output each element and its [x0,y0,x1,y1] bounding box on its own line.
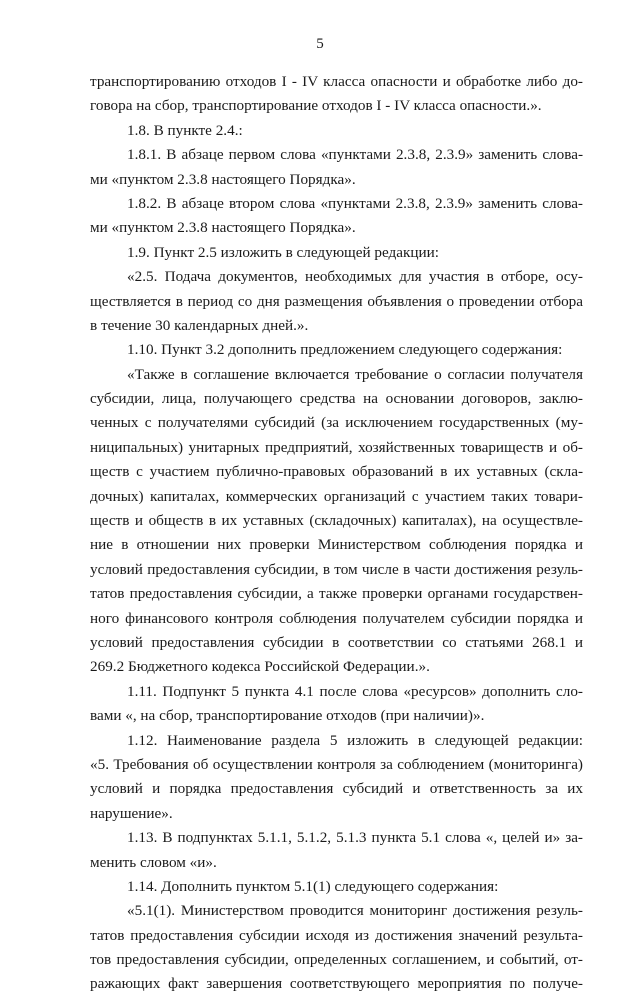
text-line: 1.8.2. В абзаце втором слова «пунктами 2.3.8, 2.3.9» заменить слова- [127,194,583,212]
text-line: 1.8.1. В абзаце первом слова «пунктами 2.3.8, 2.3.9» заменить слова- [127,146,583,164]
text-line: условий предоставления субсидии, в том числе в части достижения резуль- [90,560,583,578]
text-line: 269.2 Бюджетного кодекса Российской Федерации.». [90,658,430,676]
text-line: дочных) капиталах, коммерческих организаций с участием таких товари- [90,487,583,505]
text-line: ние в отношении них проверки Министерством соблюдения порядка и [90,536,583,554]
text-line: ниципальных) унитарных предприятий, хозяйственных товариществ и об- [90,438,583,456]
text-line: ного финансового контроля соблюдения получателем субсидии порядка и [90,609,583,627]
text-line: «5.1(1). Министерством проводится мониторинг достижения резуль- [127,902,583,920]
text-line: 1.8. В пункте 2.4.: [127,121,243,139]
text-line: условий и порядка предоставления субсидий и ответственность за их [90,780,583,798]
document-body [90,70,583,997]
text-line: «5. Требования об осуществлении контроля за соблюдением (мониторинга) [90,755,583,773]
text-line: условий предоставления субсидии в соответствии со статьями 268.1 и [90,633,583,651]
text-line: ществ с участием публично-правовых образований в их уставных (скла- [90,463,583,481]
text-line: татов предоставления субсидии исходя из достижения значений результа- [90,926,583,944]
text-line: говора на сбор, транспортирование отходов I - IV класса опасности.». [90,97,542,115]
text-line: ществ и обществ в их уставных (складочных) капиталах), на осуществле- [90,512,583,530]
text-line: ществляется в период со дня размещения объявления о проведении отбора [90,292,583,310]
text-line: 1.10. Пункт 3.2 дополнить предложением следующего содержания: [127,341,563,359]
text-line: ченных с получателями субсидий (за исключением государственных (му- [90,414,583,432]
text-line: 1.12. Наименование раздела 5 изложить в следующей редакции: [127,731,583,749]
text-line: татов предоставления субсидии, а также проверки органами государствен- [90,585,583,603]
text-line: 1.9. Пункт 2.5 изложить в следующей редакции: [127,243,440,261]
text-line: ми «пунктом 2.3.8 настоящего Порядка». [90,219,356,237]
text-line: тов предоставления субсидии, определенных соглашением, и событий, от- [90,951,583,969]
text-line: субсидии, лица, получающего средства на основании договоров, заклю- [90,390,583,408]
text-line: транспортированию отходов I - IV класса опасности и обработке либо до- [90,73,583,90]
text-line: вами «, на сбор, транспортирование отходов (при наличии)». [90,707,485,725]
page-number: 5 [316,36,324,52]
text-line: 1.14. Дополнить пунктом 5.1(1) следующего содержания: [127,877,499,895]
text-line: ражающих факт завершения соответствующего мероприятия по получе- [90,975,583,993]
text-line: ми «пунктом 2.3.8 настоящего Порядка». [90,170,356,188]
text-line: в течение 30 календарных дней.». [90,316,309,334]
text-line: менить словом «и». [90,853,217,871]
text-line: 1.11. Подпункт 5 пункта 4.1 после слова «ресурсов» дополнить сло- [127,682,583,700]
text-line: нарушение». [90,804,173,822]
text-line: «2.5. Подача документов, необходимых для участия в отборе, осу- [127,268,583,286]
text-line: «Также в соглашение включается требование о согласии получателя [127,365,583,383]
text-line: 1.13. В подпунктах 5.1.1, 5.1.2, 5.1.3 пункта 5.1 слова «, целей и» за- [127,829,583,847]
